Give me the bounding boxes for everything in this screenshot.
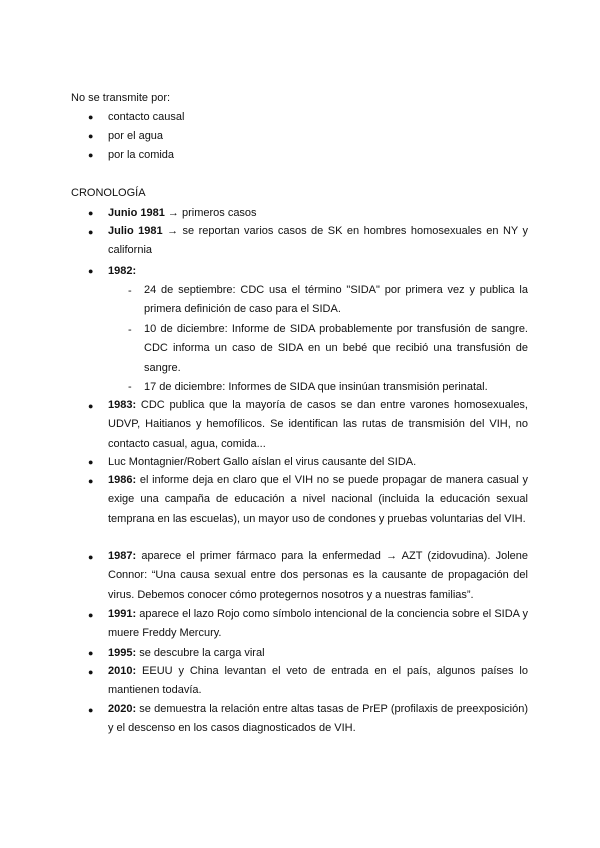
bullet-icon: ● [88,131,94,141]
entry-body [108,206,257,220]
entry-text: el informe deja en claro que el VIH no se puede propagar de manera casual y exige una campaña de educación a nivel nacional (incluida la educación sexual temprana en las escuelas), un mayor uso de condones y pruebas voluntarias del VIH. [108,474,528,525]
entry-body [108,646,265,660]
bullet-icon: ● [88,112,94,122]
dash-icon: - [128,381,132,393]
bullet-icon: ● [88,401,94,411]
entry-year: 1987: [108,550,137,562]
subentry-text: 17 de diciembre: Informes de SIDA que insinúan transmisión perinatal. [144,381,488,393]
dash-icon: - [128,285,132,297]
entry-year: 1983: [108,399,137,411]
intro-item: por el agua [108,130,164,142]
bullet-icon: ● [88,705,94,715]
subentry-text: 24 de septiembre: CDC usa el término "SIDA" por primera vez y publica la primera definición de caso para el SIDA. [144,284,528,316]
bullet-icon: ● [88,227,94,237]
entry-text: EEUU y China levantan el veto de entrada en el país, algunos países lo mantienen todavía. [108,665,528,697]
entry-text: se descubre la carga viral [136,647,265,659]
entry-text: aparece el lazo Rojo como símbolo intencional de la conciencia sobre el SIDA y muere Freddy Mercury. [108,608,528,640]
entry-body [108,222,528,261]
bullet-icon: ● [88,667,94,677]
entry-body [108,662,528,701]
intro-item: contacto causal [108,111,185,123]
bullet-icon: ● [88,476,94,486]
entry-body [108,700,528,739]
entry-body [108,547,528,605]
entry-body [108,264,136,278]
bullet-icon: ● [88,552,94,562]
bullet-icon: ● [88,150,94,160]
dash-icon: - [128,324,132,336]
entry-year: 1982: [108,265,137,277]
entry-text: aparece el primer fármaco para la enfermedad → AZT (zidovudina). Jolene Connor: “Una causa sexual entre dos personas es la causante de propagación del virus. Debemos conocer cómo protegernos nosotros y a nuestras familias”. [108,550,528,601]
entry-body [108,605,528,644]
entry-text: Luc Montagnier/Robert Gallo aíslan el virus causante del SIDA. [108,456,417,468]
intro-item: por la comida [108,149,175,161]
bullet-icon: ● [88,610,94,620]
entry-year: 1991: [108,608,137,620]
entry-year: 1986: [108,474,137,486]
subentry-text: 10 de diciembre: Informe de SIDA probablemente por transfusión de sangre. CDC informa un caso de SIDA en un bebé que recibió una transfusión de sangre. [144,323,528,374]
entry-text: → primeros casos [164,207,257,219]
entry-text: CDC publica que la mayoría de casos se dan entre varones homosexuales, UDVP, Haitianos y hemofílicos. Se identifican las rutas de transmisión del VIH, no contacto casual, agua, comida... [108,399,528,450]
intro-heading: No se transmite por: [71,92,171,104]
bullet-icon: ● [88,266,94,276]
entry-body [108,471,528,529]
entry-year: 1995: [108,647,137,659]
entry-year: 2020: [108,703,137,715]
entry-text: se demuestra la relación entre altas tasas de PrEP (profilaxis de preexposición) y el descenso en los casos diagnosticados de VIH. [108,703,528,735]
entry-year: Julio 1981 [108,225,163,237]
bullet-icon: ● [88,208,94,218]
bullet-icon: ● [88,457,94,467]
entry-body [108,396,528,454]
entry-year: Junio 1981 [108,207,165,219]
chronology-heading: CRONOLOGÍA [71,187,146,199]
entry-text: → se reportan varios casos de SK en hombres homosexuales en NY y california [108,225,528,257]
bullet-icon: ● [88,648,94,658]
entry-year: 2010: [108,665,137,677]
